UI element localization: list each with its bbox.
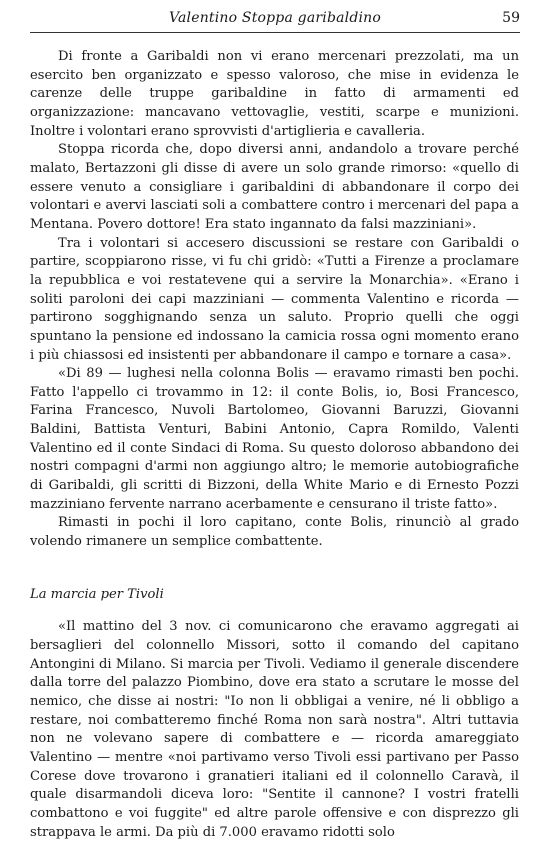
paragraph: Tra i volontari si accesero discussioni se restare con Garibaldi o partire, scoppiarono risse, vi fu chi gridò: «Tutti a Firenze a proclamare la repubblica e voi restatevene qui a servire la Monarchia». «Erano i soliti paroloni dei capi mazziniani — commenta Valentino e ricorda — partirono sogghignando senza un saluto. Proprio quelli che oggi spuntano la pensione ed indossano la camicia rossa ogni momento erano i più chiassosi ed insistenti per abbandonare il campo e tornare a casa».: [30, 235, 519, 363]
paragraph: Rimasti in pochi il loro capitano, conte Bolis, rinunciò al grado volendo rimanere un semplice combattente.: [30, 515, 519, 550]
paragraph: Di fronte a Garibaldi non vi erano mercenari prezzolati, ma un esercito ben organizzato e spesso valoroso, che mise in evidenza le carenze delle truppe garibaldine in fatto di armamenti ed organizzazione: mancavano vettovaglie, vestiti, scarpe e munizioni. Inoltre i volontari erano sprovvisti d'artiglieria e cavalleria.: [30, 49, 519, 139]
paragraph: «Il mattino del 3 nov. ci comunicarono che eravamo aggregati ai bersaglieri del colonnello Missori, sotto il comando del capitano Antongini di Milano. Si marcia per Tivoli. Vediamo il generale discendere dalla torre del palazzo Piombino, dove era stato a scrutare le mosse del nemico, che disse ai nostri: "Io non li obbligai a venire, né li obbligo a restare, noi combatteremo finché Roma non sarà nostra". Altri tuttavia non ne volevano sapere di combattere e — ricorda amareggiato Valentino — mentre «noi partivamo verso Tivoli essi partivano per Passo Corese dove trovarono i granatieri italiani ed il colonnello Caravà, il quale disarmandoli diceva loro: "Sentite il cannone? I vostri fratelli combattono e voi fuggite" ed altre parole offensive e con disprezzo gli strappava le armi. Da più di 7.000 eravamo ridotti solo: [30, 619, 519, 840]
page-header: [30, 8, 520, 33]
page-number: 59: [502, 10, 520, 26]
page-body: [30, 48, 519, 842]
paragraph: Stoppa ricorda che, dopo diversi anni, andandolo a trovare perché malato, Bertazzoni gli disse di avere un solo grande rimorso: «quello di essere venuto a consigliare i garibaldini di abbandonare il corpo dei volontari e avervi lasciati soli a combattere contro i mercenari del papa a Mentana. Povero dottore! Era stato ingannato da falsi mazziniani».: [30, 142, 519, 232]
section-heading: La marcia per Tivoli: [30, 586, 164, 602]
paragraph: «Di 89 — lughesi nella colonna Bolis — eravamo rimasti ben pochi. Fatto l'appello ci trovammo in 12: il conte Bolis, io, Bosi Francesco, Farina Francesco, Nuvoli Bartolomeo, Giovanni Baruzzi, Giovanni Baldini, Battista Venturi, Babini Antonio, Capra Romildo, Valenti Valentino ed il conte Sindaci di Roma. Su questo doloroso abbandono dei nostri compagni d'armi non aggiungo altro; le memorie autobiografiche di Garibaldi, gli scritti di Bizzoni, della White Mario e di Ernesto Pozzi mazziniano fervente narrano acerbamente e censurano il triste fatto».: [30, 366, 519, 512]
running-head: Valentino Stoppa garibaldino: [168, 10, 382, 26]
